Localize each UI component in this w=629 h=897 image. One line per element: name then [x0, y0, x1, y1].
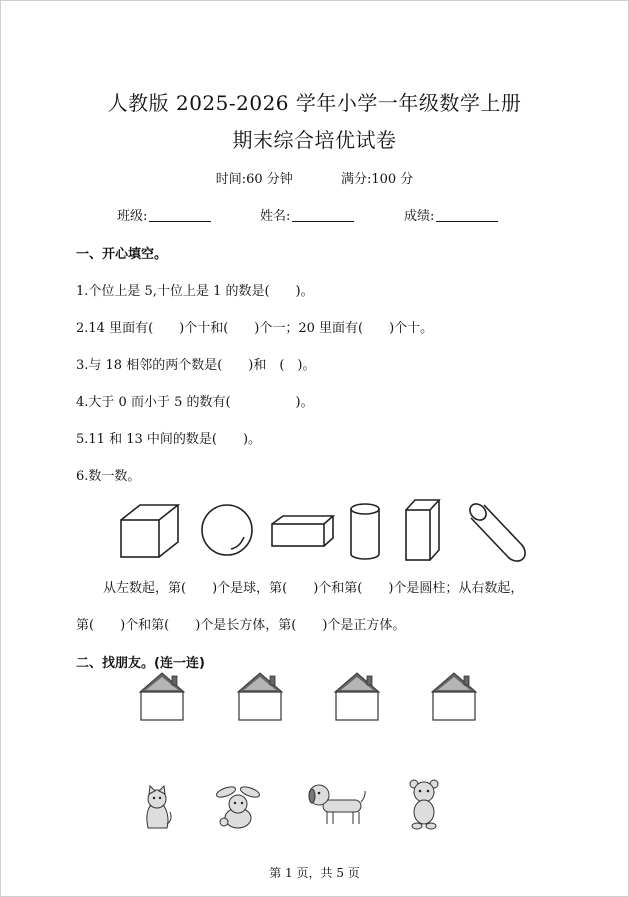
grade-field[interactable]: [404, 205, 498, 224]
section-2-heading: 二、找朋友。(连一连): [76, 656, 205, 671]
grade-label: 成绩:: [404, 209, 435, 224]
rabbit-icon: [212, 784, 264, 830]
question-6: 6.数一数。: [76, 469, 141, 484]
page-footer: 第 1 页，共 5 页: [269, 866, 360, 880]
tilted-cylinder-icon: [466, 500, 526, 562]
dog-icon: [305, 782, 367, 828]
house-icon: [236, 670, 284, 722]
grade-blank[interactable]: [436, 209, 498, 222]
bear-icon: [406, 778, 442, 832]
exam-title-line1: 人教版 2025-2026 学年小学一年级数学上册: [107, 91, 522, 115]
shapes-description-line2: 第( )个和第( )个是长方体，第( )个是正方体。: [76, 618, 406, 633]
class-label: 班级:: [117, 209, 148, 224]
rectangular-prism-icon: [270, 514, 336, 550]
exam-total-score: 满分:100 分: [340, 172, 414, 187]
shapes-description-line1: 从左数起，第( )个是球，第( )个和第( )个是圆柱；从右数起，: [103, 581, 524, 596]
class-blank[interactable]: [149, 209, 211, 222]
question-4: 4.大于 0 而小于 5 的数有( )。: [76, 395, 314, 410]
exam-meta: [0, 168, 629, 187]
cylinder-icon: [349, 502, 383, 562]
question-1: 1.个位上是 5,十位上是 1 的数是( )。: [76, 284, 314, 299]
exam-time: 时间:60 分钟: [215, 172, 293, 187]
question-3: 3.与 18 相邻的两个数是( )和 ( )。: [76, 358, 316, 373]
tall-prism-icon: [404, 498, 442, 564]
house-icon: [333, 670, 381, 722]
question-2: 2.14 里面有( )个十和( )个一；20 里面有( )个十。: [76, 321, 434, 336]
house-icon: [138, 670, 186, 722]
question-5: 5.11 和 13 中间的数是( )。: [76, 432, 262, 447]
class-field[interactable]: [117, 205, 211, 224]
name-field[interactable]: [260, 205, 354, 224]
cube-icon: [118, 502, 182, 562]
sphere-icon: [200, 502, 256, 558]
exam-title-line2: 期末综合培优试卷: [232, 128, 397, 152]
name-blank[interactable]: [292, 209, 354, 222]
house-icon: [430, 670, 478, 722]
section-1-heading: 一、开心填空。: [76, 247, 168, 262]
cat-icon: [140, 784, 174, 832]
name-label: 姓名:: [260, 209, 291, 224]
